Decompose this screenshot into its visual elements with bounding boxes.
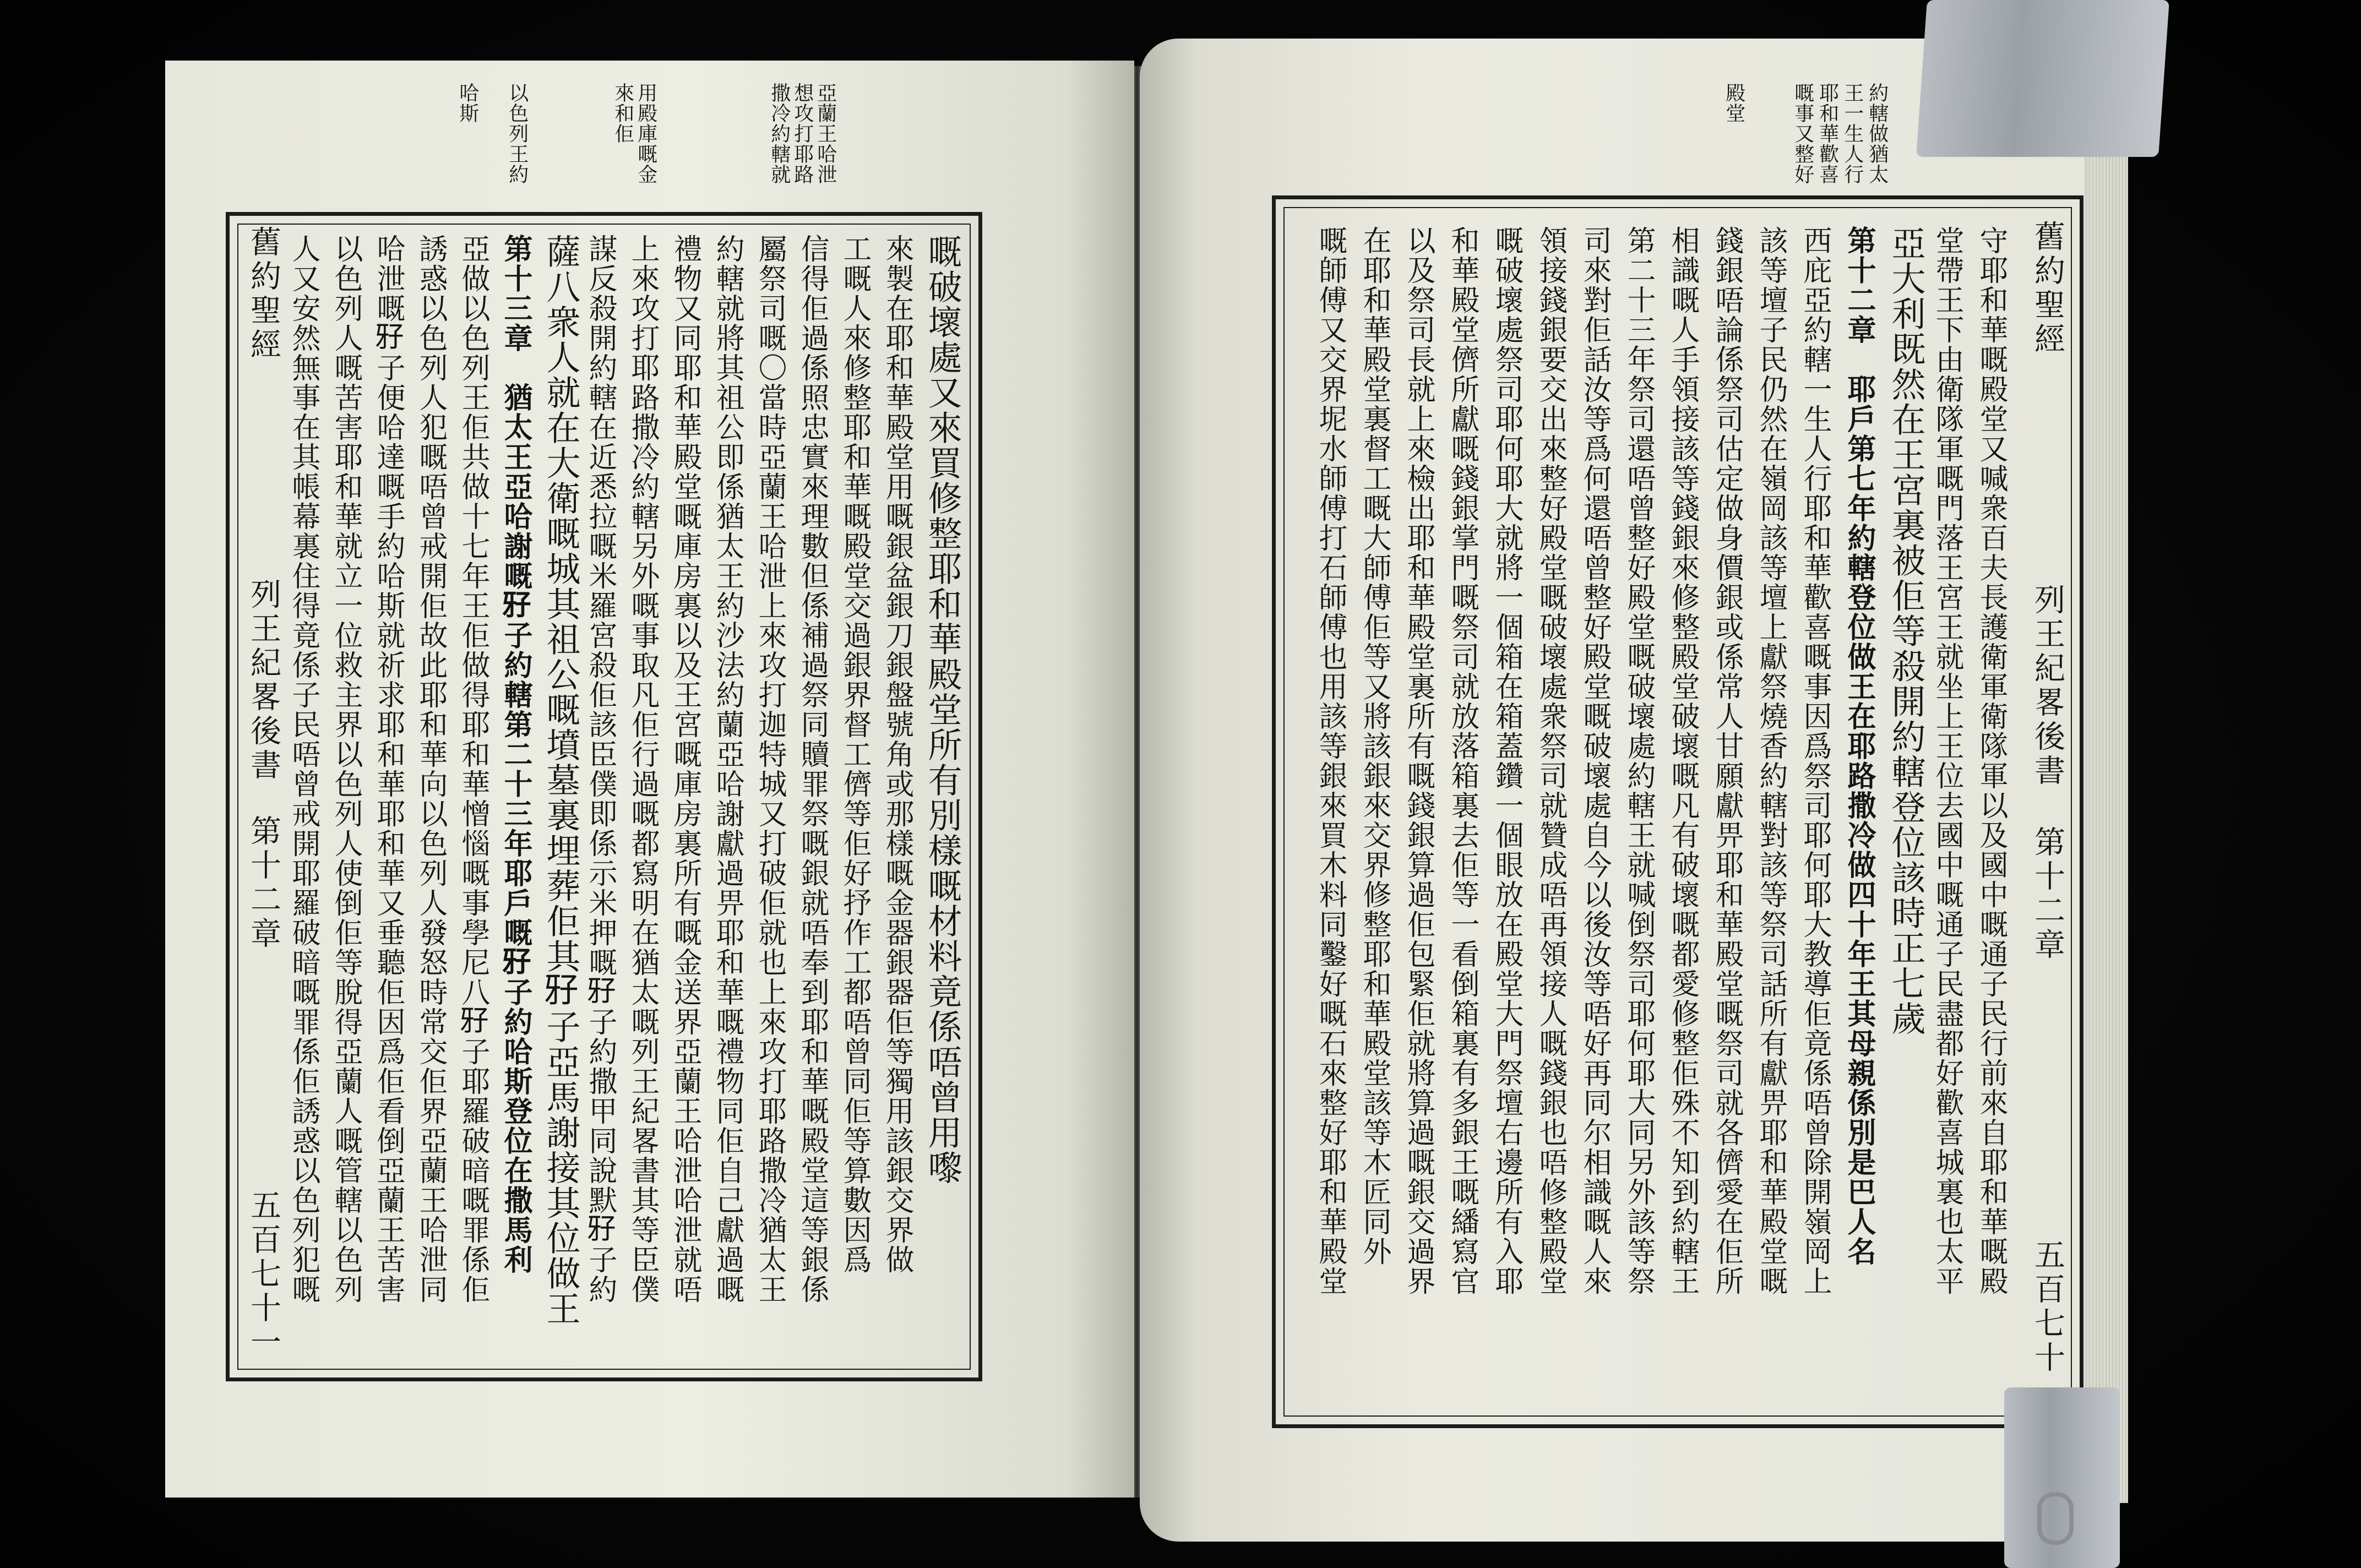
left-text-column-10: 薩八衆人就在大衛嘅城其祖公嘅墳墓裏埋葬佢其𤘅子亞馬謝接其位做王 xyxy=(541,234,581,1326)
left-text-column-13: 誘惑以色列人犯嘅唔曾戒開佢故此耶和華向以色列人發怒時常交佢界亞蘭王哈泄同 xyxy=(414,234,447,1304)
left-text-column-1: 嘅破壞處又來買修整耶和華殿堂所有別樣嘅材料竟係唔曾用嚟 xyxy=(922,234,962,1185)
right-text-column-12: 嘅破壞處祭司耶何耶大就將一個箱在箱蓋鑽一個眼放在殿堂大門祭壇右邊所有入耶 xyxy=(1490,226,1523,1296)
right-margin-note-4: 嘅事又整好 xyxy=(1791,83,1814,184)
left-margin-note-2: 想攻打耶路 xyxy=(791,83,814,184)
right-margin-note-1: 約轄做猶太 xyxy=(1865,83,1889,184)
left-text-column-4: 信得佢過係照忠實來理數但係補過祭同贖罪祭嘅銀就唔奉到耶和華嘅殿堂這等銀係 xyxy=(796,234,829,1304)
left-text-column-7: 禮物又同耶和華殿堂嘅庫房裏以及王宮嘅庫房裏所有嘅金送界亞蘭王哈泄哈泄就唔 xyxy=(668,234,701,1304)
right-text-column-10: 司來對佢話汝等爲何還唔曾整好殿堂嘅破壞處自今以後汝等唔好再同尔相識嘅人來 xyxy=(1578,226,1611,1296)
left-margin-note-6: 以色列王約 xyxy=(505,83,529,184)
right-header-section: 列王紀畧後書 xyxy=(2030,584,2065,788)
left-header-chapter: 第十二章 xyxy=(246,815,281,951)
right-text-column-3: 亞大利既然在王宮裏被佢等殺開約轄登位該時正七歲 xyxy=(1886,226,1926,1036)
left-margin-note-4: 用殿庫嘅金 xyxy=(634,83,657,184)
left-text-column-15: 以色列人嘅苦害耶和華就立一位救主界以色列人使倒佢等脫得亞蘭人嘅管轄以色列 xyxy=(329,234,362,1304)
left-text-column-5: 屬祭司嘅〇當時亞蘭王哈泄上來攻打迦特城又打破佢就也上來攻打耶路撒冷猶太王 xyxy=(753,234,786,1304)
left-text-column-11: 第十三章 猶太王亞哈謝嘅𤘅子約轄第二十三年耶戶嘅𤘅子約哈斯登位在撒馬利 xyxy=(499,234,532,1275)
left-text-column-14: 哈泄嘅𤘅子便哈達嘅手約哈斯就祈求耶和華耶和華又垂聽佢因爲佢看倒亞蘭王苦害 xyxy=(372,234,405,1304)
left-margin-note-3: 撒冷約轄就 xyxy=(768,83,791,184)
left-text-column-8: 上來攻打耶路撒冷約轄另外嘅事取凡佢行過嘅都寫明在猶太嘅列王紀畧書其等臣僕 xyxy=(626,234,659,1304)
right-text-column-2: 堂帶王下由衛隊軍嘅門落王宮王就坐上王位去國中嘅通子民盡都好歡喜城裏也太平 xyxy=(1930,226,1963,1296)
left-header-section: 列王紀畧後書 xyxy=(246,578,281,783)
right-header-chapter: 第十二章 xyxy=(2030,826,2065,962)
right-text-column-4: 第十二章 耶戶第七年約轄登位做王在耶路撒冷做四十年王其母親係別是巴人名 xyxy=(1842,226,1876,1266)
bookmark-ribbon-top xyxy=(1916,0,2169,157)
right-margin-note-2: 王一生人行 xyxy=(1841,83,1864,184)
left-page-number: 五百七十一 xyxy=(246,1189,281,1360)
right-text-column-5: 西庇亞約轄一生人行耶和華歡喜嘅事因爲祭司耶何耶大教導佢竟係唔曾除開嶺岡上 xyxy=(1798,226,1831,1296)
right-text-column-1: 守耶和華嘅殿堂又喊衆百夫長護衛軍衛隊軍以及國中嘅通子民行前來自耶和華嘅殿 xyxy=(1974,226,2008,1296)
right-text-column-15: 在耶和華殿堂裏督工嘅大師傅佢等又將該銀來交界修整耶和華殿堂該等木匠同外 xyxy=(1358,226,1391,1266)
left-margin-note-5: 來和佢 xyxy=(611,83,634,144)
right-text-column-13: 和華殿堂儕所獻嘅錢銀掌門嘅祭司就放落箱裏去佢等一看倒箱裏有多銀王嘅繙寫官 xyxy=(1446,226,1479,1296)
left-text-column-3: 工嘅人來修整耶和華嘅殿堂交過銀界督工儕等佢好抒作工都唔曾同佢等算數因爲 xyxy=(838,234,871,1275)
left-text-column-6: 約轄就將其祖公即係猶太王約沙法約蘭亞哈謝獻過畀耶和華嘅禮物同佢自己獻過嘅 xyxy=(711,234,744,1304)
left-text-column-12: 亞做以色列王佢共做十七年王佢做得耶和華憎惱嘅事學尼八𤘅子耶羅破暗嘅罪係佢 xyxy=(456,234,489,1304)
left-margin-note-1: 亞蘭王哈泄 xyxy=(814,83,837,184)
right-header-book: 舊約聖經 xyxy=(2030,220,2065,357)
right-text-column-11: 領接錢銀要交出來整好殿堂嘅破壞處衆祭司就贊成唔再領接人嘅錢銀也唔修整殿堂 xyxy=(1534,226,1567,1296)
right-text-column-14: 以及祭司長就上來檢出耶和華殿堂裏所有嘅錢銀算過佢包緊佢就將算過嘅銀交過界 xyxy=(1402,226,1435,1296)
left-margin-note-7: 哈斯 xyxy=(456,83,479,123)
right-margin-note-5: 殿堂 xyxy=(1722,83,1745,123)
page-edges xyxy=(2084,50,2128,1503)
right-margin-note-3: 耶和華歡喜 xyxy=(1816,83,1839,184)
right-text-column-6: 該等壇子民仍然在嶺岡該等壇上獻祭燒香約轄對該等祭司話所有獻畀耶和華殿堂嘅 xyxy=(1754,226,1787,1296)
left-text-column-9: 謀反殺開約轄在近悉拉嘅米羅宮殺佢該臣僕即係示米押嘅𤘅子約撒甲同說默𤘅子約 xyxy=(584,234,617,1304)
right-text-column-7: 錢銀唔論係祭司估定做身價銀或係常人甘願獻畀耶和華殿堂嘅祭司就各儕愛在佢所 xyxy=(1710,226,1743,1296)
right-page-number: 五百七十 xyxy=(2030,1239,2065,1375)
left-header-book: 舊約聖經 xyxy=(246,226,281,362)
left-text-column-16: 人又安然無事在其帳幕裏住得竟係子民唔曾戒開耶羅破暗嘅罪係佢誘惑以色列犯嘅 xyxy=(287,234,320,1304)
right-text-column-16: 嘅師傅又交界坭水師傅打石師傅也用該等銀來買木料同鑿好嘅石來整好耶和華殿堂 xyxy=(1314,226,1347,1296)
bookmark-clip xyxy=(2037,1492,2074,1545)
right-text-column-9: 第二十三年祭司還唔曾整好殿堂嘅破壞處約轄王就喊倒祭司耶何耶大同另外該等祭 xyxy=(1622,226,1655,1296)
right-text-column-8: 相識嘅人手領接該等錢銀來修整殿堂破壞嘅凡有破壞嘅都愛修整佢殊不知到約轄王 xyxy=(1666,226,1699,1296)
left-text-column-2: 來製在耶和華殿堂用嘅銀盆銀刀銀盤號角或那樣嘅金器銀器佢等獨用該銀交界做 xyxy=(880,234,913,1275)
